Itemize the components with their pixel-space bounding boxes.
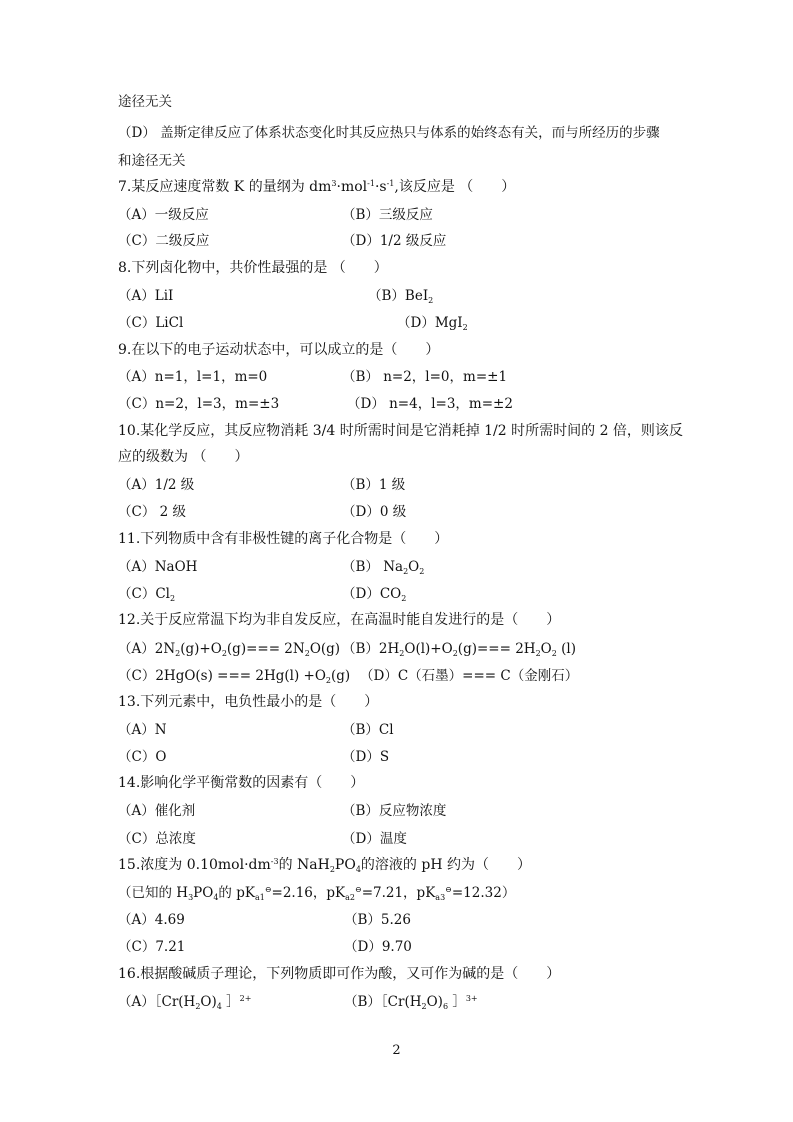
question-7-stem: 7.某反应速度常数 K 的量纲为 $dm^3\cdot mol^{-1}\cdot s^{-1}$,该反应是 （ ） xyxy=(118,179,516,195)
option-d: （D）温度 xyxy=(342,831,407,847)
text-line: 和途径无关 xyxy=(118,153,186,169)
question-15-stem: 15.浓度为 $0.10mol\cdot dm^{-3}$的 $NaH_2PO_4$的溶液的 pH 约为（ ） xyxy=(118,857,531,874)
question-10-stem: 10.某化学反应，其反应物消耗 3/4 时所需时间是它消耗掉 1/2 时所需时间的 2 倍，则该反 xyxy=(118,423,683,439)
option-a: （A）一级反应 xyxy=(118,207,209,223)
option-b: （B）5.26 xyxy=(344,912,411,928)
question-16-stem: 16.根据酸碱质子理论，下列物质即可作为酸，又可作为碱的是（ ） xyxy=(118,966,561,982)
text-line: （D） 盖斯定律反应了体系状态变化时其反应热只与体系的始终态有关，而与所经历的步骤 xyxy=(118,125,660,141)
option-a: （A）N xyxy=(118,722,167,738)
option-b: （B） n=2，l=0，m=±1 xyxy=(342,369,508,385)
option-c: （C）7.21 xyxy=(118,939,186,955)
option-a: $(A)[Cr(H_2O)_4$ ］$^{2+}$ xyxy=(118,994,252,1011)
option-b: （B）反应物浓度 xyxy=(342,803,447,819)
option-d: （D）9.70 xyxy=(344,939,412,955)
question-14-stem: 14.影响化学平衡常数的因素有（ ） xyxy=(118,775,365,791)
option-d: （D）0 级 xyxy=(342,504,407,520)
option-d: （D） n=4，l=3，m=±2 xyxy=(347,396,513,412)
option-d: （D）1/2 级反应 xyxy=(342,233,447,249)
option-b: （B） $Na_2O_2$ xyxy=(342,559,425,576)
option-c: （C）O xyxy=(118,749,167,765)
option-b: （B）BeI$_2$ xyxy=(368,288,434,305)
option-b: （B）三级反应 xyxy=(342,207,433,223)
question-9-stem: 9.在以下的电子运动状态中，可以成立的是（ ） xyxy=(118,342,440,358)
option-a: （A）催化剂 xyxy=(118,803,196,819)
question-12-stem: 12.关于反应常温下均为非自发反应，在高温时能自发进行的是（ ） xyxy=(118,612,561,628)
option-d: （D）C（石墨）=== C（金刚石） xyxy=(360,668,579,684)
page-number: 2 xyxy=(392,1043,401,1058)
option-c: （C）LiCl xyxy=(118,315,184,331)
option-c: （C）总浓度 xyxy=(118,831,196,847)
option-a: （A）4.69 xyxy=(118,912,185,928)
question-8-stem: 8.下列卤化物中，共价性最强的是 （ ） xyxy=(118,260,388,276)
question-15-note: （已知的 $H_3PO_4$的 $pK_{a1}^⊖=2.16$，$pK_{a2}^⊖=7.21$，$pK_{a3}^⊖=12.32$） xyxy=(118,885,516,902)
option-b: （B）1 级 xyxy=(342,477,406,493)
option-c: （C）n=2，l=3，m=±3 xyxy=(118,396,280,412)
option-b: $(B)[Cr(H_2O)_6$ ］$^{3+}$ xyxy=(344,994,478,1011)
option-a: （A）1/2 级 xyxy=(118,477,195,493)
option-a: $(A)2N_2(g)+O_2(g)=== 2N_2O(g)$ xyxy=(118,641,341,658)
option-d: （D）S xyxy=(342,749,390,765)
option-c: $(C)Cl_2$ xyxy=(118,586,176,603)
option-d: （D）MgI$_2$ xyxy=(397,315,468,332)
option-d: $(D)CO_2$ xyxy=(342,586,407,603)
option-a: （A）LiI xyxy=(118,288,174,304)
option-c: （C）二级反应 xyxy=(118,233,210,249)
option-c: （C）2HgO(s) === $2Hg(l) +O_2(g)$ xyxy=(118,668,351,685)
option-b: （B）Cl xyxy=(342,722,394,738)
question-11-stem: 11.下列物质中含有非极性键的离子化合物是（ ） xyxy=(118,531,449,547)
question-10-stem-cont: 应的级数为 （ ） xyxy=(118,449,249,465)
question-13-stem: 13.下列元素中，电负性最小的是（ ） xyxy=(118,694,379,710)
text-line: 途径无关 xyxy=(118,94,172,110)
option-b: $(B)2H_2O(l)+O_2(g)=== 2H_2O_2$ (l) xyxy=(342,641,576,658)
option-a: （A）NaOH xyxy=(118,559,198,575)
option-a: （A）n=1，l=1，m=0 xyxy=(118,369,268,385)
option-c: （C） 2 级 xyxy=(118,504,187,520)
